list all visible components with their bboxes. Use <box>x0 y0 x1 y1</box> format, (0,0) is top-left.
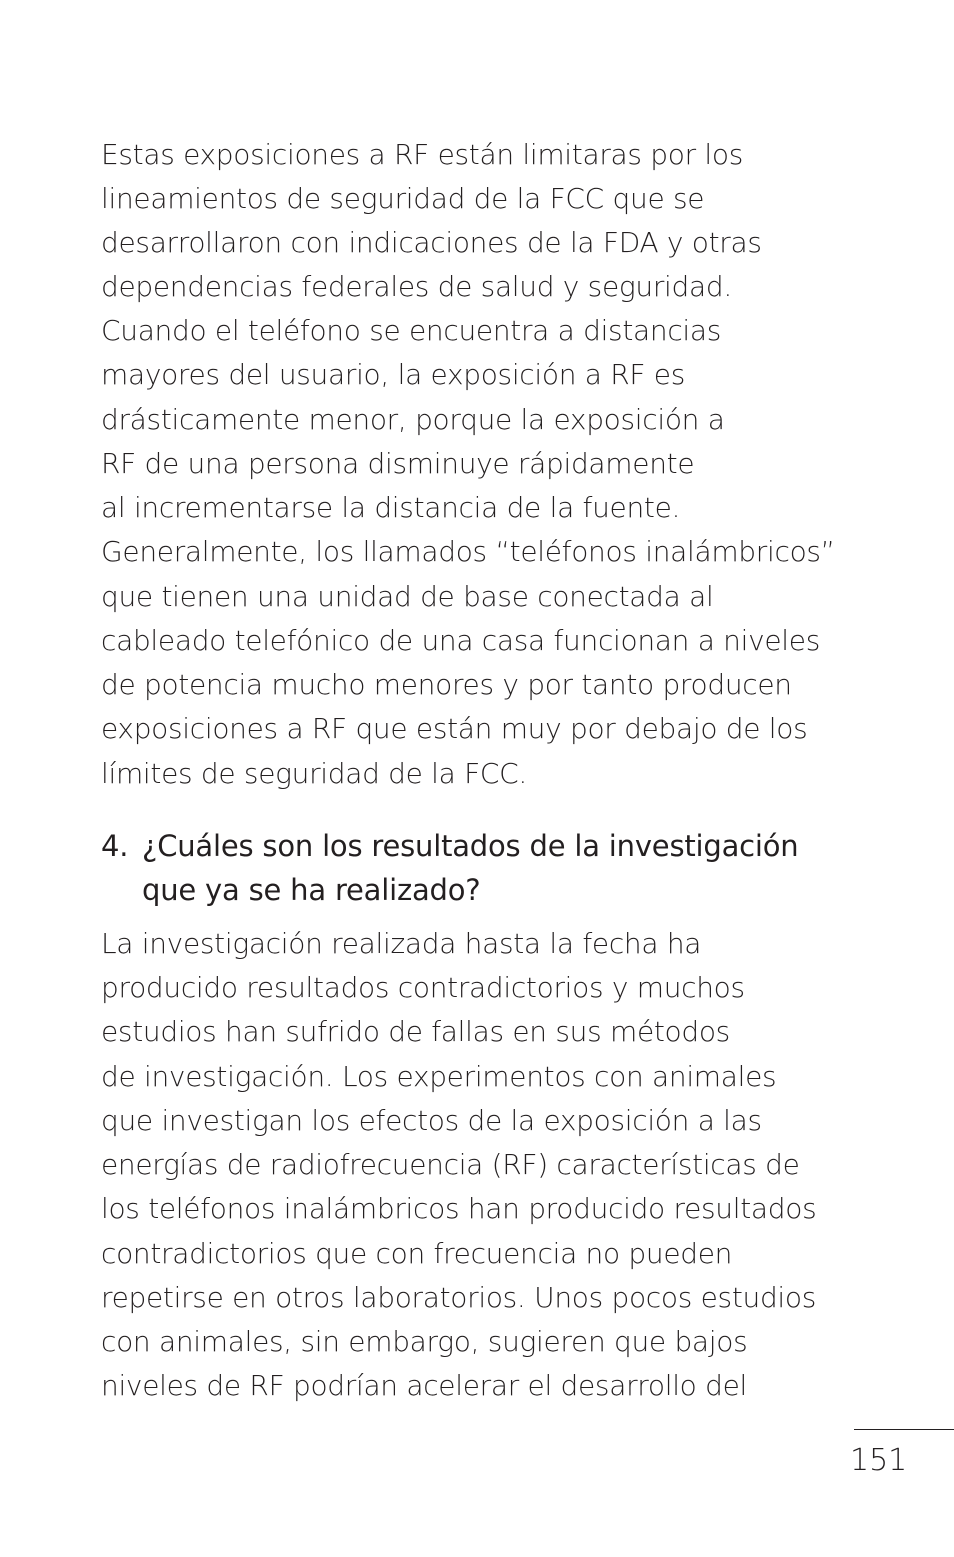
paragraph-1-line: exposiciones a RF que están muy por debajo de los <box>101 712 808 745</box>
paragraph-1-line: límites de seguridad de la FCC. <box>101 757 528 790</box>
paragraph-2-line: niveles de RF podrían acelerar el desarrollo del <box>101 1369 747 1402</box>
paragraph-1-line: cableado telefónico de una casa funcionan a niveles <box>101 624 820 657</box>
paragraph-2-line: contradictorios que con frecuencia no pueden <box>101 1237 733 1270</box>
paragraph-2-line: estudios han sufrido de fallas en sus métodos <box>101 1015 730 1048</box>
paragraph-1-line: drásticamente menor, porque la exposición a <box>101 403 725 436</box>
paragraph-1-line: Cuando el teléfono se encuentra a distancias <box>101 314 722 347</box>
paragraph-1-line: Estas exposiciones a RF están limitaras por los <box>101 138 743 171</box>
paragraph-2-line: con animales, sin embargo, sugieren que bajos <box>101 1325 748 1358</box>
paragraph-1-line: desarrollaron con indicaciones de la FDA y otras <box>101 226 762 259</box>
paragraph-1-line: al incrementarse la distancia de la fuente. <box>101 491 681 524</box>
section-number: 4. <box>101 829 129 863</box>
footer-divider <box>854 1429 954 1430</box>
paragraph-2-line: de investigación. Los experimentos con animales <box>101 1060 777 1093</box>
paragraph-2-line: repetirse en otros laboratorios. Unos pocos estudios <box>101 1281 817 1314</box>
paragraph-2-line: producido resultados contradictorios y muchos <box>101 971 745 1004</box>
paragraph-1-line: dependencias federales de salud y seguridad. <box>101 270 732 303</box>
paragraph-2-line: La investigación realizada hasta la fecha ha <box>101 927 702 960</box>
paragraph-2-line: que investigan los efectos de la exposición a las <box>101 1104 762 1137</box>
paragraph-2-line: energías de radiofrecuencia (RF) características de <box>101 1148 800 1181</box>
paragraph-1-line: RF de una persona disminuye rápidamente <box>101 447 695 480</box>
paragraph-1-line: de potencia mucho menores y por tanto producen <box>101 668 792 701</box>
paragraph-1-line: Generalmente, los llamados “teléfonos inalámbricos” <box>101 535 835 568</box>
page-number: 151 <box>850 1443 908 1478</box>
paragraph-2-line: los teléfonos inalámbricos han producido resultados <box>101 1192 817 1225</box>
section-heading-line: ¿Cuáles son los resultados de la investigación <box>142 829 799 863</box>
paragraph-1-line: que tienen una unidad de base conectada al <box>101 580 714 613</box>
paragraph-1-line: lineamientos de seguridad de la FCC que se <box>101 182 705 215</box>
section-heading-line: que ya se ha realizado? <box>142 873 481 907</box>
paragraph-1-line: mayores del usuario, la exposición a RF es <box>101 358 685 391</box>
